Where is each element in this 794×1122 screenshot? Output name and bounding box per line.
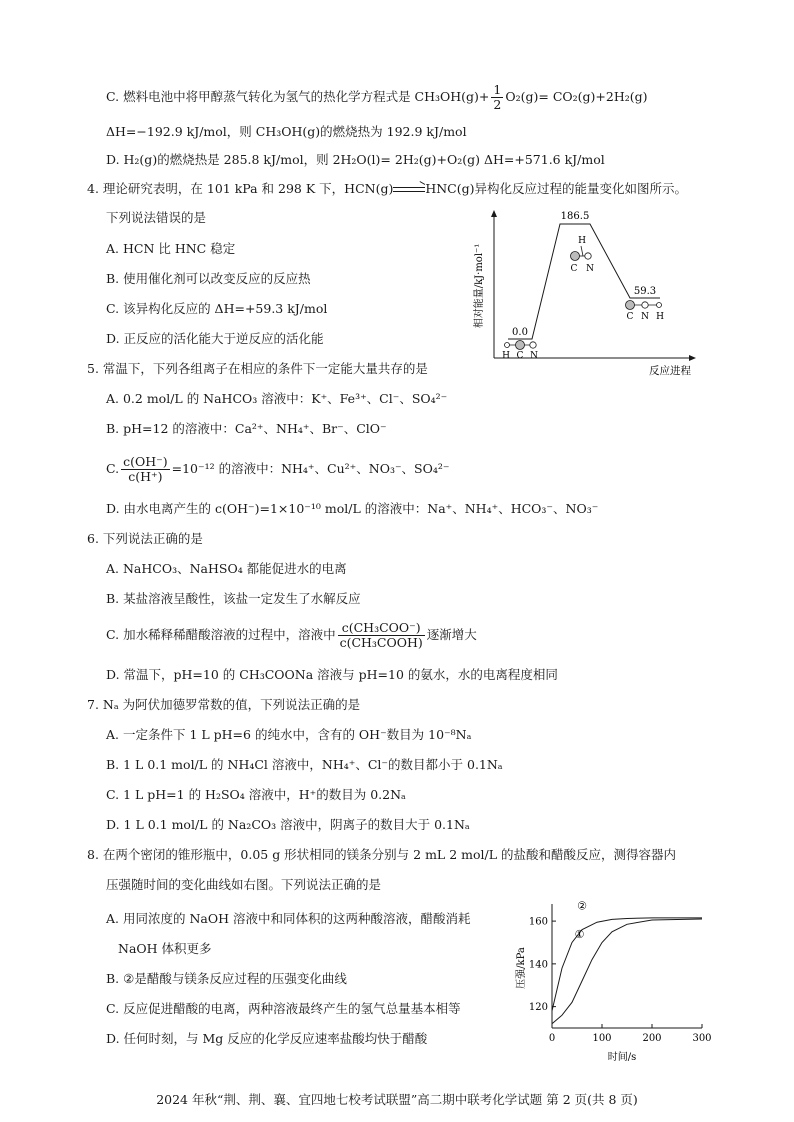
end-atom-h-label: H <box>656 312 664 322</box>
q5-option-b: B. pH=12 的溶液中：Ca²⁺、NH₄⁺、Br⁻、ClO⁻ <box>106 421 387 436</box>
q7-option-c: C. 1 L pH=1 的 H₂SO₄ 溶液中，H⁺的数目为 0.2Nₐ <box>106 787 406 802</box>
ts-atom-h-label: H <box>578 236 586 246</box>
end-atom-n-label: N <box>641 312 649 322</box>
q8-option-b: B. ②是醋酸与镁条反应过程的压强变化曲线 <box>106 971 347 986</box>
q6-option-d: D. 常温下，pH=10 的 CH₃COONa 溶液与 pH=10 的氨水，水的电离程度相同 <box>106 667 558 682</box>
q3-c-fraction: $\frac{1}{2}$ <box>493 82 502 112</box>
atom-n-label: N <box>530 351 538 361</box>
level-ts-label: 186.5 <box>560 211 590 222</box>
x-axis-arrow-icon <box>689 355 696 361</box>
x-tick-label: 300 <box>692 1033 712 1044</box>
q6-stem: 6. 下列说法正确的是 <box>87 531 203 546</box>
end-atom-c-label: C <box>626 312 634 322</box>
x-axis-label: 反应进程 <box>649 365 691 377</box>
molecule-hnc-icon <box>626 301 662 310</box>
x-tick-label: 100 <box>592 1033 612 1044</box>
q5-option-d: D. 由水电离产生的 c(OH⁻)=1×10⁻¹⁰ mol/L 的溶液中：Na⁺、NH₄⁺、HCO₃⁻、NO₃⁻ <box>106 501 599 516</box>
q8-option-c: C. 反应促进醋酸的电离，两种溶液最终产生的氢气总量基本相等 <box>106 1001 461 1016</box>
y-tick-label: 140 <box>528 959 548 971</box>
q4-option-a: A. HCN 比 HNC 稳定 <box>106 241 236 256</box>
q6-option-b: B. 某盐溶液呈酸性，该盐一定发生了水解反应 <box>106 591 361 606</box>
chart-xlabel: 时间/s <box>607 1052 637 1063</box>
q3-c-line2: ΔH=−192.9 kJ/mol，则 CH₃OH(g)的燃烧热为 192.9 kJ/mol <box>106 124 467 139</box>
y-axis-label: 相对能量/kJ·mol⁻¹ <box>474 243 485 329</box>
molecule-ts-icon <box>571 246 592 261</box>
series-label-1: ② <box>577 899 587 913</box>
atom-h-label: H <box>502 351 510 361</box>
level-end-label: 59.3 <box>633 286 657 297</box>
equilibrium-arrow-icon <box>393 185 425 195</box>
x-tick-label: 200 <box>642 1033 662 1044</box>
ts-atom-c-label: C <box>570 264 578 274</box>
q6-c-fraction: $\frac{\text{c(CH₃COO⁻)}}{\text{c(CH₃COOH)}}$ <box>339 620 423 650</box>
q3-c-tail: O₂(g)= CO₂(g)+2H₂(g) <box>505 89 648 104</box>
q5-option-a: A. 0.2 mol/L 的 NaHCO₃ 溶液中：K⁺、Fe³⁺、Cl⁻、SO₄²⁻ <box>106 391 448 406</box>
q6-option-a: A. NaHCO₃、NaHSO₄ 都能促进水的电离 <box>106 561 347 576</box>
y-tick-label: 160 <box>528 916 548 928</box>
q3-option-d: D. H₂(g)的燃烧热是 285.8 kJ/mol，则 2H₂O(l)= 2H₂(g)+O₂(g) ΔH=+571.6 kJ/mol <box>106 152 605 167</box>
q3-option-c <box>106 83 648 112</box>
q4-option-b: B. 使用催化剂可以改变反应的反应热 <box>106 271 311 286</box>
energy-diagram <box>470 208 700 378</box>
q4-option-d: D. 正反应的活化能大于逆反应的活化能 <box>106 331 324 346</box>
q4-ask: 下列说法错误的是 <box>106 210 207 225</box>
q8-option-d: D. 任何时刻，与 Mg 反应的化学反应速率盐酸均快于醋酸 <box>106 1031 428 1046</box>
x-tick-label: 0 <box>548 1033 556 1044</box>
molecule-hcn-icon <box>505 341 537 350</box>
q8-option-a: A. 用同浓度的 NaOH 溶液中和同体积的这两种酸溶液，醋酸消耗 <box>106 911 471 926</box>
q7-stem: 7. Nₐ 为阿伏加德罗常数的值，下列说法正确的是 <box>87 697 361 712</box>
pressure-chart <box>512 898 712 1068</box>
y-axis-arrow-icon <box>491 210 497 217</box>
q3-c-text: C. 燃料电池中将甲醇蒸气转化为氢气的热化学方程式是 CH₃OH(g)+ <box>106 89 490 104</box>
chart-ylabel: 压强/kPa <box>516 947 527 989</box>
ts-atom-n-label: N <box>586 264 594 274</box>
y-tick-label: 120 <box>528 1002 548 1014</box>
q5-option-c: C. $\frac{c(OH^-)}{c(H^+)}$ =10⁻¹² 的溶液中：NH₄⁺、Cu²⁺、NO₃⁻、SO₄²⁻ <box>106 454 450 484</box>
q7-option-d: D. 1 L 0.1 mol/L 的 Na₂CO₃ 溶液中，阴离子的数目大于 0.1Nₐ <box>106 817 470 832</box>
q6-option-c: C. 加水稀释稀醋酸溶液的过程中，溶液中 $\frac{\text{c(CH₃COO⁻)}}{\text{c(CH₃COOH)}}$ 逐渐增大 <box>106 620 477 650</box>
q8-stem-line1: 8. 在两个密闭的锥形瓶中，0.05 g 形状相同的镁条分别与 2 mL 2 mol/L 的盐酸和醋酸反应，测得容器内 <box>87 847 676 862</box>
q7-option-a: A. 一定条件下 1 L pH=6 的纯水中，含有的 OH⁻数目为 10⁻⁸Nₐ <box>106 727 472 742</box>
q5-c-fraction: $\frac{c(OH^-)}{c(H^+)}$ <box>123 454 168 484</box>
atom-c-label: C <box>516 351 524 361</box>
q8-option-a-cont: NaOH 体积更多 <box>118 941 212 956</box>
q4-stem: 4. 理论研究表明，在 101 kPa 和 298 K 下，HCN(g) HNC(g)异构化反应过程的能量变化如图所示。 <box>87 181 688 196</box>
page-footer: 2024 年秋“荆、荆、襄、宜四地七校考试联盟”高二期中联考化学试题 第 2 页(共 8 页) <box>156 1092 638 1107</box>
q8-stem-line2: 压强随时间的变化曲线如右图。下列说法正确的是 <box>106 877 382 892</box>
series-label-2: ① <box>574 928 585 942</box>
level-start-label: 0.0 <box>512 327 528 338</box>
q7-option-b: B. 1 L 0.1 mol/L 的 NH₄Cl 溶液中，NH₄⁺、Cl⁻的数目都小于 0.1Nₐ <box>106 757 503 772</box>
q5-stem: 5. 常温下，下列各组离子在相应的条件下一定能大量共存的是 <box>87 361 428 376</box>
q4-option-c: C. 该异构化反应的 ΔH=+59.3 kJ/mol <box>106 301 328 316</box>
